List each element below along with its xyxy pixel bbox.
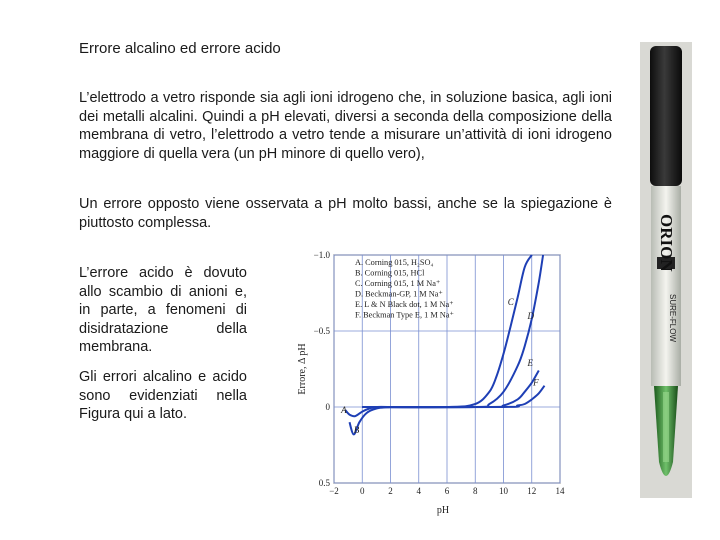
legend-entry: B. Corning 015, HCl	[355, 268, 425, 278]
curve-label-a: A	[341, 405, 347, 416]
legend-entry: A. Corning 015, H₂SO₄	[355, 258, 434, 267]
legend-entry: C. Corning 015, 1 M Na⁺	[355, 279, 441, 288]
x-tick-label: 2	[388, 486, 393, 496]
x-tick-label: 14	[555, 486, 565, 496]
y-axis-label: Errore, Δ pH	[297, 343, 308, 395]
x-tick-label: −2	[329, 486, 339, 496]
x-tick-label: 10	[499, 486, 508, 496]
electrode-photo	[640, 42, 692, 498]
electrode-inner-tube	[663, 392, 669, 462]
paragraph-acid-error-cause: L’errore acido è dovuto allo scambio di anioni e, in parte, a fenomeni di disidratazione della membrana.	[79, 265, 247, 355]
x-axis-label: pH	[436, 505, 450, 516]
paragraph-acid-error: Un errore opposto viene osservata a pH molto bassi, anche se la spiegazione è piuttosto complessa.	[79, 196, 612, 231]
curve-label-d: D	[527, 310, 535, 321]
electrode-cap	[650, 46, 682, 186]
legend-entry: D. Beckman-GP, 1 M Na⁺	[355, 289, 443, 299]
curve-label-e: E	[527, 357, 534, 368]
slide-title: Errore alcalino ed errore acido	[79, 40, 281, 57]
legend-entry: E. L & N Black dot, 1 M Na⁺	[355, 300, 454, 309]
curve-label-f: F	[533, 377, 539, 388]
electrode-model-text: SURE-FLOW	[668, 294, 677, 342]
y-tick-label: 0.5	[318, 478, 330, 488]
legend-entry: F. Beckman Type E, 1 M Na⁺	[355, 310, 454, 320]
x-tick-label: 0	[360, 486, 365, 496]
curve-label-b: B	[353, 424, 360, 435]
y-tick-label: −0.5	[313, 326, 330, 336]
x-tick-label: 4	[416, 486, 421, 496]
paragraph-alkaline-error: L’elettrodo a vetro risponde sia agli ioni idrogeno che, in soluzione basica, agli ioni dei metalli alcalini. Quindi a pH elevati, diversi a seconda della composizione della membrana di vetro, l’elettrodo a vetro tende a misurare un’attività di ioni idrogeno maggiore di quella vera (un pH minore di quello vero),	[79, 90, 612, 162]
x-tick-label: 6	[444, 486, 450, 496]
y-tick-label: 0	[325, 402, 330, 412]
paragraph-figure-reference: Gli errori alcalino e acido sono evidenziati nella Figura qui a lato.	[79, 369, 247, 422]
x-tick-label: 12	[527, 486, 537, 496]
curve-label-c: C	[507, 297, 514, 308]
error-chart	[292, 244, 568, 520]
y-tick-label: −1.0	[313, 250, 330, 260]
electrode-brand-text: ORION	[657, 214, 676, 272]
x-tick-label: 8	[473, 486, 478, 496]
